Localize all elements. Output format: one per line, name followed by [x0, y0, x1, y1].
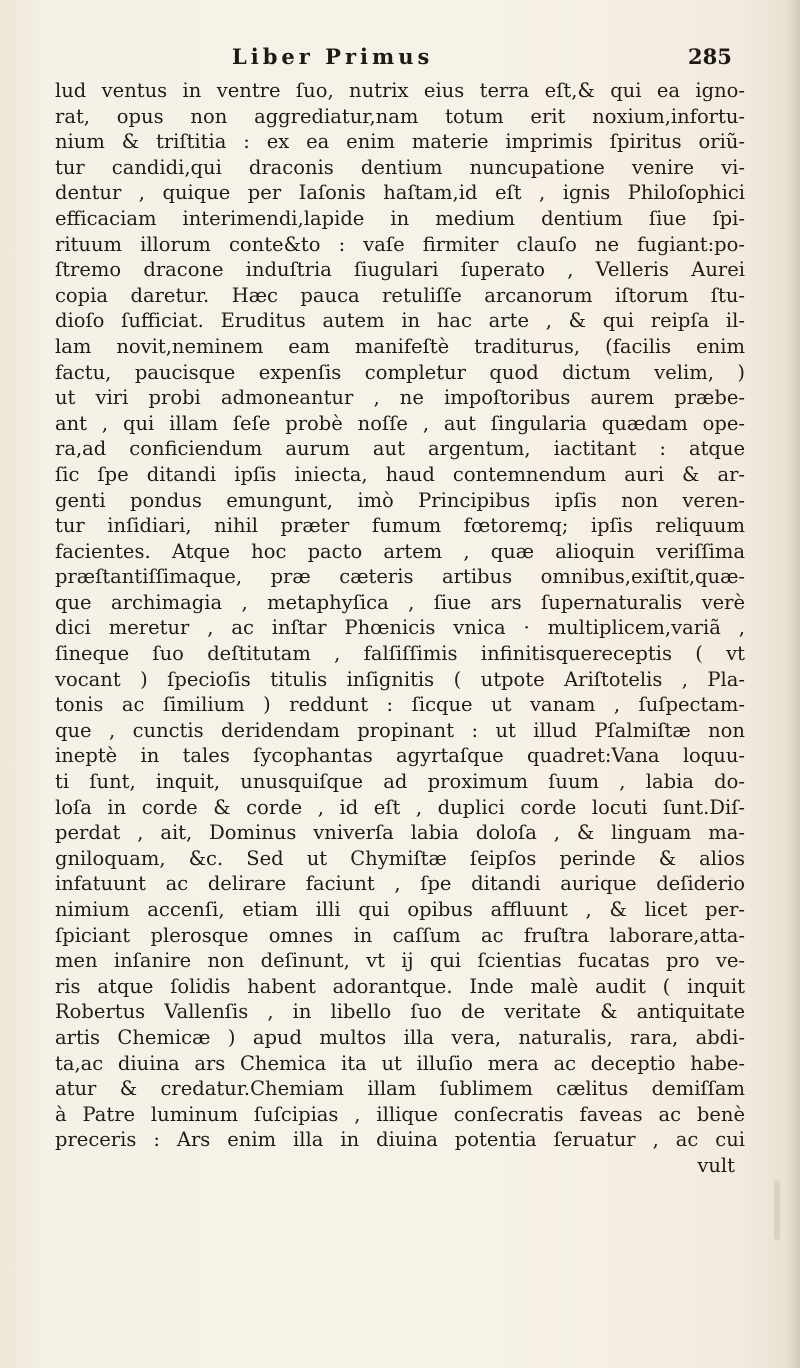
- text-line: ra,ad conficiendum aurum aut argentum, iactitant : atque: [55, 437, 745, 461]
- text-line: genti pondus emungunt, imò Principibus ipſis non veren-: [55, 488, 745, 512]
- text-line: rituum illorum conte&to : vaſe firmiter clauſo ne fugiant:po-: [55, 232, 745, 256]
- text-line: Robertus Vallenſis , in libello ſuo de veritate & antiquitate: [55, 1000, 745, 1024]
- text-line: preceris : Ars enim illa in diuina potentia ſeruatur , ac cui: [55, 1128, 745, 1152]
- body-text: [55, 78, 745, 1179]
- text-line: ſic ſpe ditandi ipſis iniecta, haud contemnendum auri & ar-: [55, 462, 745, 486]
- text-line: factu, paucisque expenſis completur quod dictum velim, ): [55, 360, 745, 384]
- text-line: ineptè in tales ſycophantas agyrtaſque quadret:Vana loquu-: [55, 744, 745, 768]
- text-line: que archimagia , metaphyſica , ſiue ars ſupernaturalis verè: [55, 590, 745, 614]
- text-line: gniloquam, &c. Sed ut Chymiſtæ ſeipſos perinde & alios: [55, 846, 745, 870]
- running-head: Liber Primus: [232, 44, 434, 69]
- text-line: men inſanire non deſinunt, vt ij qui ſcientias fucatas pro ve-: [55, 949, 745, 973]
- text-line: nium & triſtitia : ex ea enim materie imprimis ſpiritus oriũ-: [55, 130, 745, 154]
- text-line: atur & credatur.Chemiam illam ſublimem cælitus demiſſam: [55, 1077, 745, 1101]
- text-line: præſtantiſſimaque, præ cæteris artibus omnibus,exiſtit,quæ-: [55, 565, 745, 589]
- text-line: ut viri probi admoneantur , ne impoſtoribus aurem præbe-: [55, 386, 745, 410]
- page-edge-shadow: [786, 0, 800, 1368]
- text-line: ris atque ſolidis habent adorantque. Inde malè audit ( inquit: [55, 974, 745, 998]
- text-line: infatuunt ac delirare faciunt , ſpe ditandi aurique deſiderio: [55, 872, 745, 896]
- text-line: tur inſidiari, nihil præter fumum fœtoremq; ipſis reliquum: [55, 514, 745, 538]
- text-line: vocant ) ſpecioſis titulis inſignitis ( utpote Ariſtotelis , Pla-: [55, 667, 745, 691]
- page-header: [0, 44, 800, 74]
- text-line: perdat , ait, Dominus vniverſa labia doloſa , & linguam ma-: [55, 821, 745, 845]
- text-line: ant , qui illam ſeſe probè noſſe , aut ſingularia quædam ope-: [55, 411, 745, 435]
- text-line: copia daretur. Hæc pauca retuliſſe arcanorum iſtorum ſtu-: [55, 283, 745, 307]
- page-number: 285: [688, 44, 732, 69]
- text-line: loſa in corde & corde , id eſt , duplici corde locuti ſunt.Diſ-: [55, 795, 745, 819]
- text-line: ſtremo dracone induſtria ſiugulari ſuperato , Velleris Aurei: [55, 258, 745, 282]
- text-line: dioſo ſufficiat. Eruditus autem in hac arte , & qui reipſa il-: [55, 309, 745, 333]
- paper-stain: [774, 1180, 780, 1240]
- text-line: à Patre luminum ſuſcipias , illique conſecratis faveas ac benè: [55, 1102, 745, 1126]
- text-line: rat, opus non aggrediatur,nam totum erit noxium,infortu-: [55, 104, 745, 128]
- text-line: nimium accenſi, etiam illi qui opibus affluunt , & licet per-: [55, 898, 745, 921]
- text-line: lud ventus in ventre ſuo, nutrix eius terra eſt,& qui ea igno-: [55, 79, 745, 102]
- text-line: artis Chemicæ ) apud multos illa vera, naturalis, rara, abdi-: [55, 1025, 745, 1049]
- text-line: lam novit,neminem eam manifeſtè traditurus, (facilis enim: [55, 334, 745, 358]
- text-line: tonis ac ſimilium ) reddunt : ſicque ut vanam , ſuſpectam-: [55, 693, 745, 717]
- text-line: que , cunctis deridendam propinant : ut illud Pſalmiſtæ non: [55, 718, 745, 742]
- text-line: dentur , quique per Iaſonis haſtam,id eſt , ignis Philoſophici: [55, 181, 745, 205]
- text-line: ſpiciant plerosque omnes in caſſum ac fruſtra laborare,atta-: [55, 923, 745, 947]
- text-line: facientes. Atque hoc pacto artem , quæ alioquin veriſſima: [55, 539, 745, 563]
- text-line: ſineque ſuo deſtitutam , falſiſſimis infinitisquereceptis ( vt: [55, 642, 745, 666]
- text-line: dici meretur , ac inſtar Phœnicis vnica · multiplicem,variã ,: [55, 616, 745, 640]
- text-line: efficaciam interimendi,lapide in medium dentium ſiue ſpi-: [55, 206, 745, 230]
- catchword: vult: [697, 1153, 735, 1177]
- text-line: ti ſunt, inquit, unusquiſque ad proximum ſuum , labia do-: [55, 770, 745, 794]
- text-line: tur candidi,qui draconis dentium nuncupatione venire vi-: [55, 155, 745, 179]
- text-line: ta,ac diuina ars Chemica ita ut illuſio mera ac deceptio habe-: [55, 1051, 745, 1075]
